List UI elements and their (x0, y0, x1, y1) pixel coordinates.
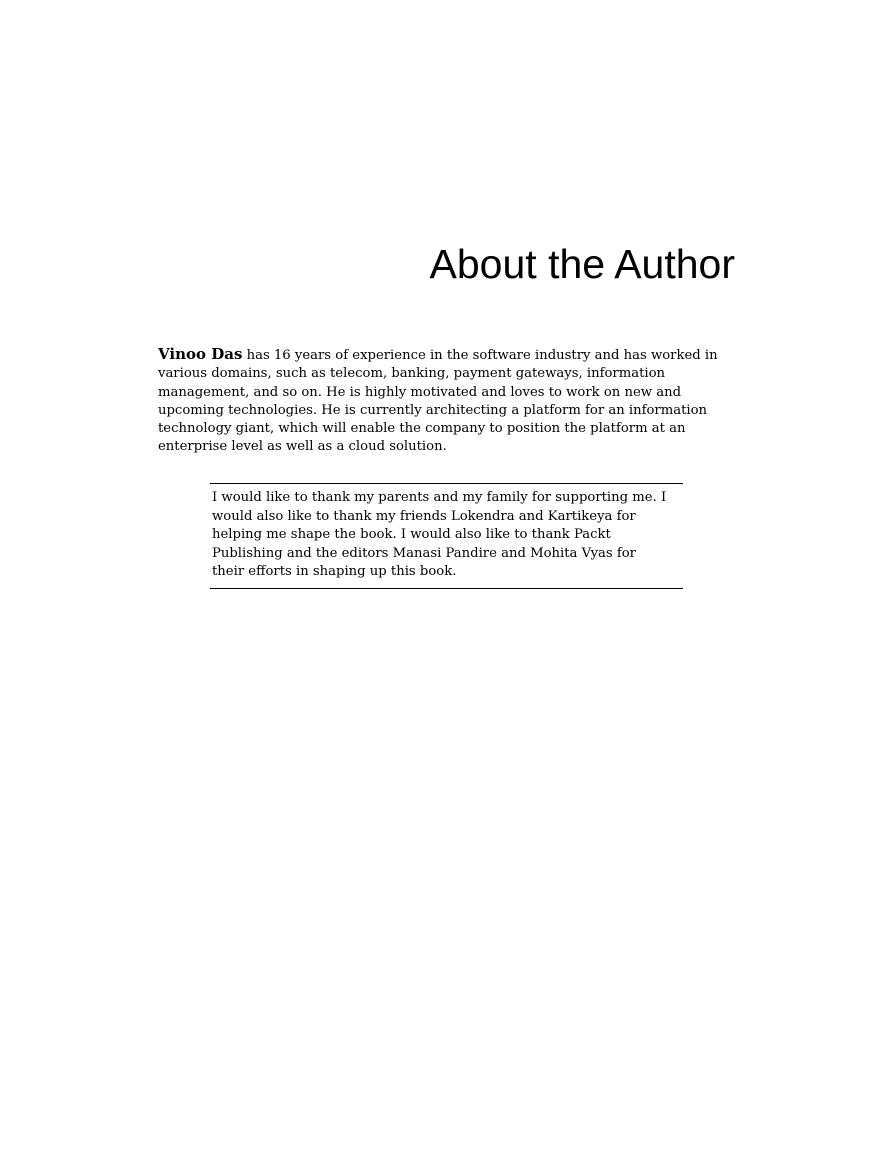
acknowledgement-box (210, 483, 683, 589)
author-bio (158, 345, 718, 457)
acknowledgement-text: I would like to thank my parents and my family for supporting me. I would also like to thank my friends Lokendra and Kartikeya for helping me shape the book. I would also like to thank Packt Publishing and the editors Manasi Pandire and Mohita Vyas for their efforts in shaping up this book. (212, 490, 667, 579)
page-title: About the Author (429, 241, 735, 287)
author-bio-text: has 16 years of experience in the software industry and has worked in various domains, such as telecom, banking, payment gateways, information management, and so on. He is highly motivated and loves to work on new and upcoming technologies. He is currently architecting a platform for an information technology giant, which will enable the company to position the platform at an enterprise level as well as a cloud solution. (158, 348, 718, 455)
author-name: Vinoo Das (158, 345, 243, 363)
